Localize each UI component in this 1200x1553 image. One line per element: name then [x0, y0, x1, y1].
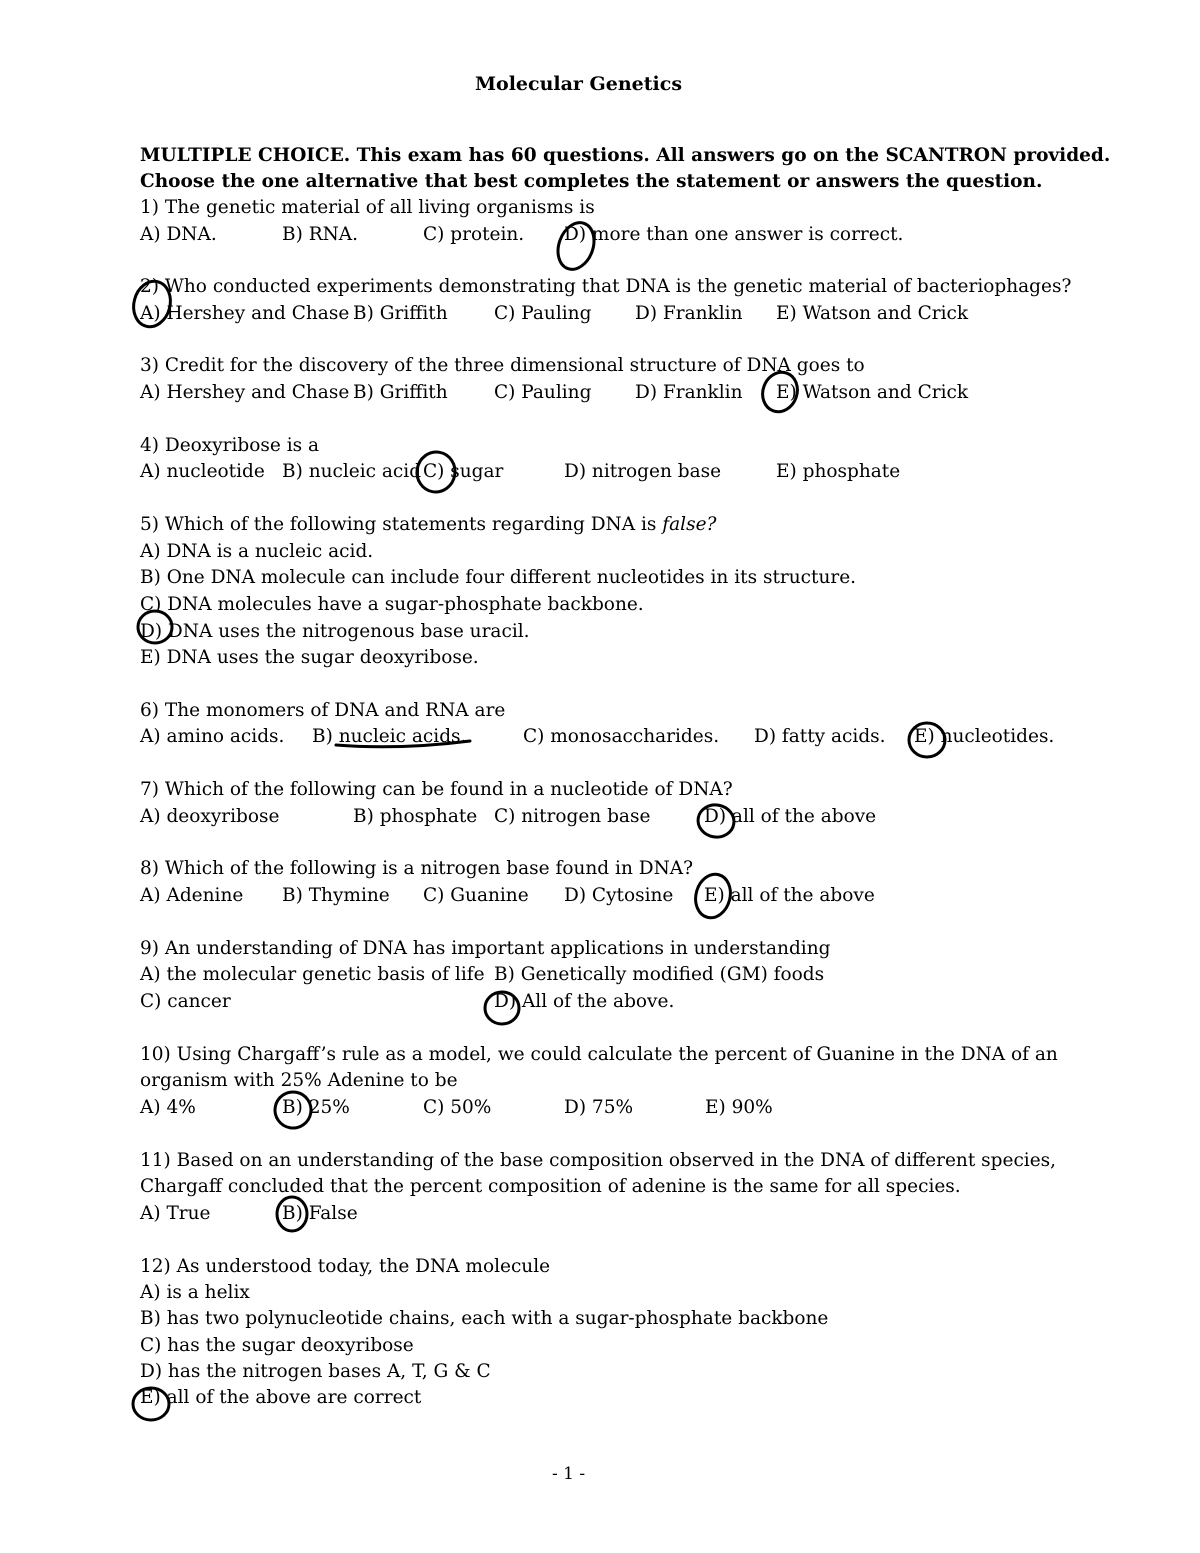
answer-option: B) One DNA molecule can include four different nucleotides in its structure.	[140, 567, 857, 588]
instructions-line-2: Choose the one alternative that best completes the statement or answers the question.	[140, 171, 1043, 192]
question-stem: 7) Which of the following can be found in a nucleotide of DNA?	[140, 779, 733, 800]
page-number: - 1 -	[552, 1464, 586, 1484]
answer-option: B) Griffith	[353, 382, 448, 403]
question-stem: 3) Credit for the discovery of the three dimensional structure of DNA goes to	[140, 355, 865, 376]
answer-option: D) has the nitrogen bases A, T, G & C	[140, 1361, 491, 1382]
question-stem: 9) An understanding of DNA has important applications in understanding	[140, 938, 831, 959]
answer-option: B) 25%	[282, 1097, 350, 1118]
question-stem: 4) Deoxyribose is a	[140, 435, 320, 456]
answer-option: C) cancer	[140, 991, 231, 1012]
answer-option: D) Franklin	[635, 303, 743, 324]
answer-option: D) All of the above.	[494, 991, 675, 1012]
answer-option: E) phosphate	[776, 461, 901, 482]
answer-option: C) Guanine	[423, 885, 529, 906]
answer-option: D) more than one answer is correct.	[564, 224, 904, 245]
answer-option: A) is a helix	[140, 1282, 250, 1303]
question-stem: 12) As understood today, the DNA molecule	[140, 1256, 551, 1277]
answer-option: E) Watson and Crick	[776, 303, 969, 324]
answer-option: A) True	[140, 1203, 211, 1224]
answer-option: A) DNA.	[140, 224, 217, 245]
answer-option: C) has the sugar deoxyribose	[140, 1335, 414, 1356]
answer-option: D) all of the above	[704, 806, 877, 827]
page-title: Molecular Genetics	[475, 73, 683, 95]
answer-option: C) DNA molecules have a sugar-phosphate backbone.	[140, 594, 644, 615]
question-stem: 6) The monomers of DNA and RNA are	[140, 700, 506, 721]
question-stem-emphasis: false?	[662, 514, 717, 535]
question-stem: 1) The genetic material of all living organisms is	[140, 197, 595, 218]
answer-option: D) Franklin	[635, 382, 743, 403]
answer-option: A) nucleotide	[140, 461, 265, 482]
answer-option: A) 4%	[140, 1097, 196, 1118]
answer-option: D) 75%	[564, 1097, 634, 1118]
answer-option: D) nitrogen base	[564, 461, 722, 482]
answer-option: B) RNA.	[282, 224, 359, 245]
answer-option: E) all of the above	[704, 885, 875, 906]
answer-option: A) Adenine	[140, 885, 244, 906]
answer-option: A) amino acids.	[140, 726, 285, 747]
answer-option: B) phosphate	[353, 806, 478, 827]
answer-option: E) DNA uses the sugar deoxyribose.	[140, 647, 479, 668]
answer-option: C) sugar	[423, 461, 504, 482]
answer-option: E) 90%	[705, 1097, 773, 1118]
question-stem: 2) Who conducted experiments demonstrating that DNA is the genetic material of bacteriophages?	[140, 276, 1072, 297]
question-stem-text: 5) Which of the following statements regarding DNA is	[140, 514, 657, 535]
answer-option: E) Watson and Crick	[776, 382, 969, 403]
answer-option: C) nitrogen base	[494, 806, 651, 827]
question-stem: 10) Using Chargaff’s rule as a model, we could calculate the percent of Guanine in the DNA of an	[140, 1044, 1058, 1065]
answer-option: C) Pauling	[494, 303, 592, 324]
answer-option: C) 50%	[423, 1097, 492, 1118]
answer-option: B) nucleic acid	[282, 461, 422, 482]
answer-option: A) Hershey and Chase	[140, 382, 350, 403]
answer-option: A) the molecular genetic basis of life	[140, 964, 485, 985]
answer-option: B) False	[282, 1203, 358, 1224]
answer-option: B) Thymine	[282, 885, 390, 906]
answer-option: D) DNA uses the nitrogenous base uracil.	[140, 621, 530, 642]
instructions-line-1: MULTIPLE CHOICE. This exam has 60 questions. All answers go on the SCANTRON provided.	[140, 145, 1111, 166]
answer-option: A) deoxyribose	[140, 806, 280, 827]
answer-option: A) Hershey and Chase	[140, 303, 350, 324]
answer-option: D) fatty acids.	[754, 726, 886, 747]
answer-option: C) protein.	[423, 224, 525, 245]
question-stem	[140, 513, 716, 537]
answer-option: B) nucleic acids.	[312, 726, 467, 747]
answer-option: D) Cytosine	[564, 885, 674, 906]
question-stem: 11) Based on an understanding of the base composition observed in the DNA of different species,	[140, 1150, 1057, 1171]
answer-option: B) has two polynucleotide chains, each with a sugar-phosphate backbone	[140, 1308, 829, 1329]
answer-option: B) Genetically modified (GM) foods	[494, 964, 825, 985]
question-stem: 8) Which of the following is a nitrogen base found in DNA?	[140, 858, 694, 879]
question-stem-continued: organism with 25% Adenine to be	[140, 1070, 458, 1091]
answer-option: C) monosaccharides.	[523, 726, 720, 747]
answer-option: C) Pauling	[494, 382, 592, 403]
answer-option: A) DNA is a nucleic acid.	[140, 541, 374, 562]
question-stem-continued: Chargaff concluded that the percent composition of adenine is the same for all species.	[140, 1176, 961, 1197]
answer-option: E) all of the above are correct	[140, 1387, 422, 1408]
answer-option: E) nucleotides.	[914, 726, 1055, 747]
answer-option: B) Griffith	[353, 303, 448, 324]
